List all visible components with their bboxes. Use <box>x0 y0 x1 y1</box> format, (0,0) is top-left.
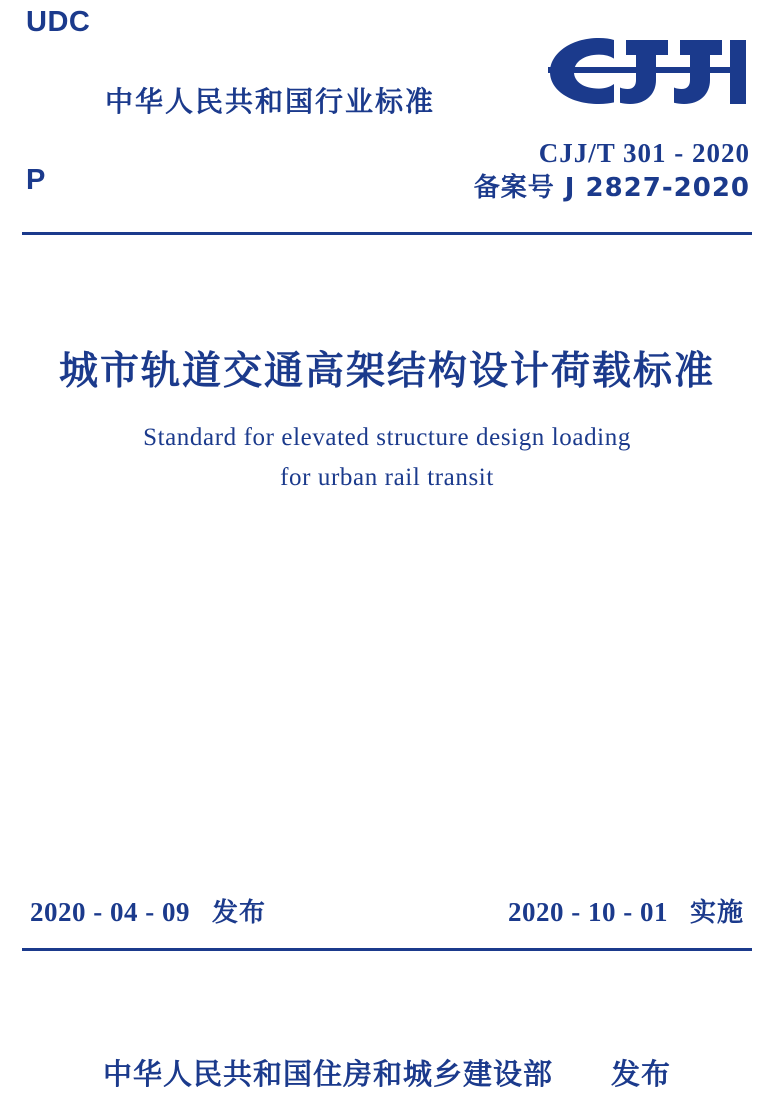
title-english <box>0 418 774 498</box>
issue-date: 2020 - 04 - 09 <box>30 897 190 927</box>
udc-label: UDC <box>26 6 91 38</box>
date-row <box>22 892 752 929</box>
standard-code: CJJ/T 301 - 2020 <box>538 138 750 168</box>
title-chinese: 城市轨道交通高架结构设计荷载标准 <box>58 349 715 394</box>
issue-date-group <box>30 892 266 929</box>
publisher-name: 中华人民共和国住房和城乡建设部 <box>102 1057 553 1091</box>
effective-date-group <box>508 892 744 929</box>
divider-top <box>22 232 752 235</box>
title-english-line2: for urban rail transit <box>280 464 494 491</box>
issue-label: 发布 <box>211 898 266 928</box>
effective-date: 2020 - 10 - 01 <box>508 897 668 927</box>
cjj-logo <box>542 30 752 110</box>
effective-label: 实施 <box>689 898 744 928</box>
divider-bottom <box>22 948 752 951</box>
publisher-verb: 发布 <box>611 1057 672 1091</box>
standard-series-line: 中华人民共和国行业标准 <box>104 85 435 118</box>
title-english-line1: Standard for elevated structure design loading <box>143 424 631 451</box>
classification-p-label: P <box>26 164 46 196</box>
filing-number: 备案号 J 2827-2020 <box>473 173 750 203</box>
publisher-row <box>0 1052 774 1093</box>
code-block <box>474 135 750 205</box>
